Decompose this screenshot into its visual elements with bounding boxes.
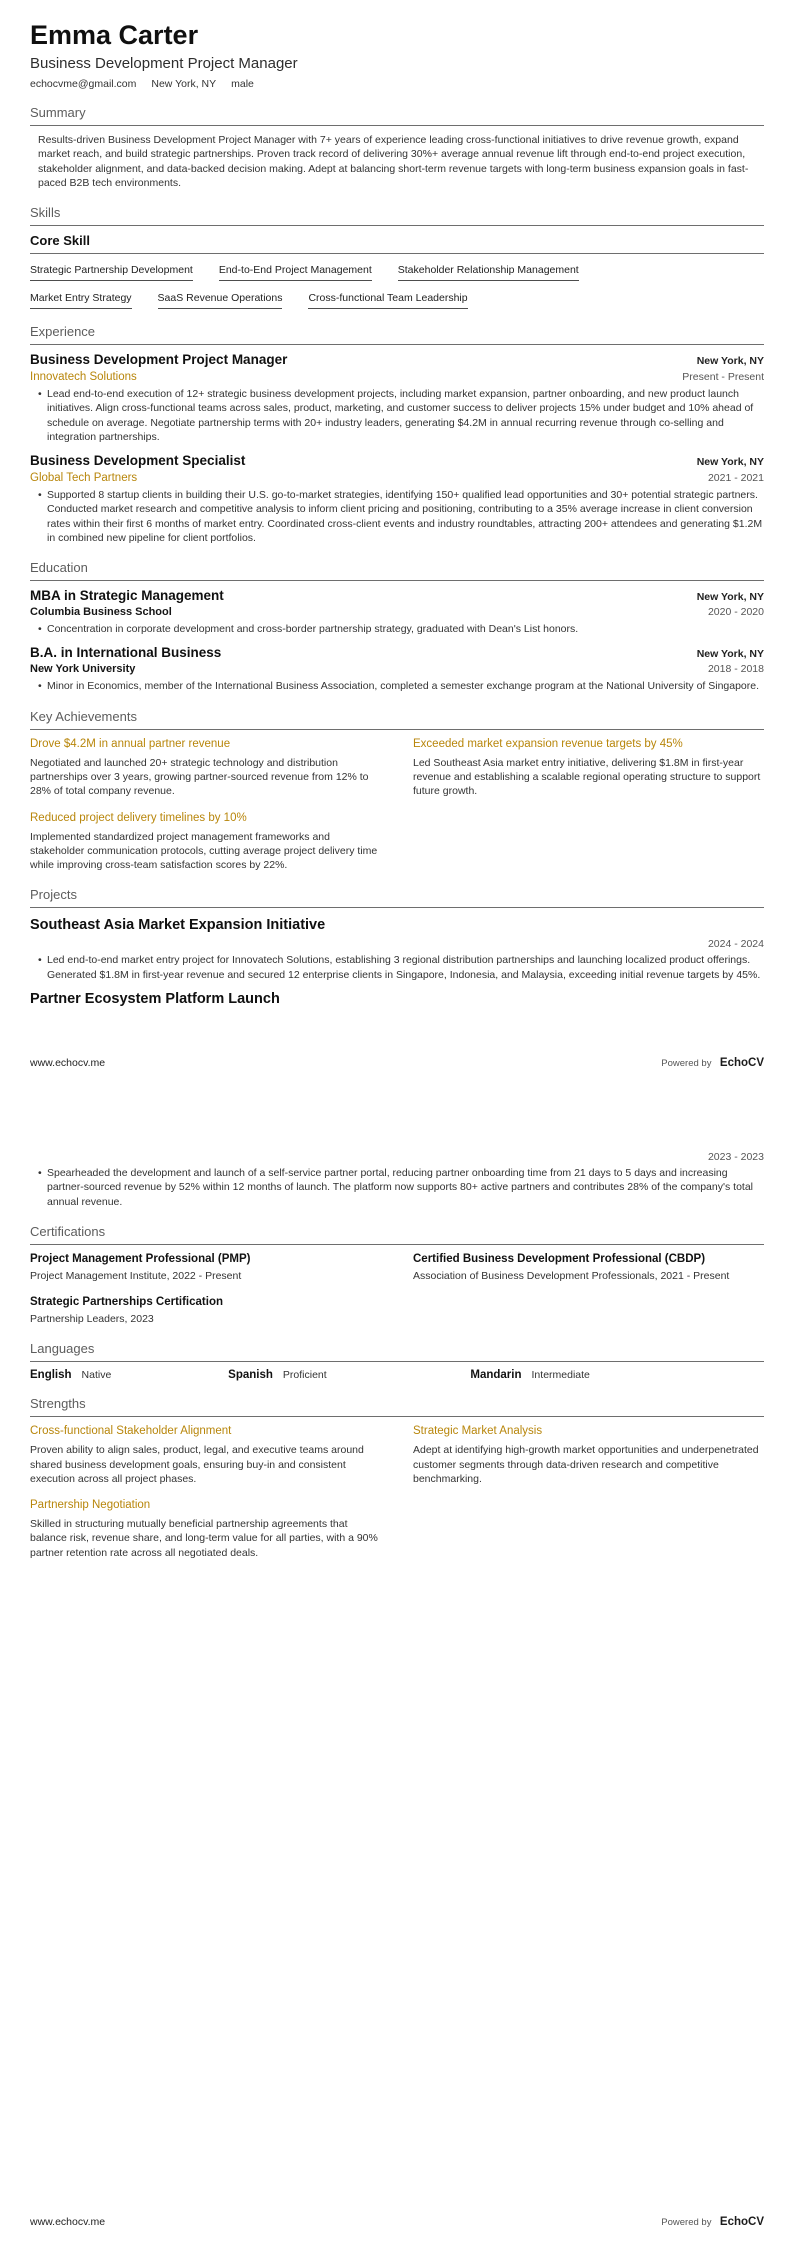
contact-email[interactable]: echocvme@gmail.com: [30, 78, 137, 90]
section-heading-strengths: Strengths: [30, 1395, 764, 1417]
achievement-card: [413, 737, 764, 799]
page-1-content: [0, 0, 794, 1008]
certification-entry: [30, 1295, 381, 1326]
education-location: New York, NY: [696, 591, 764, 604]
project-title: Partner Ecosystem Platform Launch: [30, 990, 280, 1007]
certification-issuer: Project Management Institute, 2022 - Present: [30, 1269, 242, 1282]
project-title: Southeast Asia Market Expansion Initiative: [30, 917, 326, 934]
skill-item: Stakeholder Relationship Management: [398, 264, 579, 281]
education-bullet: • Concentration in corporate development and cross-border partnership strategy, graduated with Dean's List honors.: [47, 622, 764, 636]
contact-gender: male: [231, 78, 254, 90]
skill-item: Strategic Partnership Development: [30, 264, 193, 281]
achievement-title: Exceeded market expansion revenue targets by 45%: [413, 737, 683, 750]
achievement-title: Drove $4.2M in annual partner revenue: [30, 737, 231, 750]
achievement-card: [30, 811, 381, 873]
strength-text: Proven ability to align sales, product, legal, and executive teams around shared business development goals, ensuring buy-in and consistent execution across all project phases.: [30, 1444, 364, 1485]
education-bullet: • Minor in Economics, member of the International Business Association, completed a semester exchange program at the National University of Singapore.: [47, 679, 764, 693]
project-bullet: • Led end-to-end market entry project for Innovatech Solutions, establishing 3 regional distribution partnerships and launching localized product offerings. Generated $1.8M in first-year revenue and secured 12 enterprise clients in Singapore, Indonesia, and Malaysia, exceeding initial revenue targets by 45%.: [47, 953, 764, 982]
project-entry: [30, 991, 764, 1008]
skill-item: SaaS Revenue Operations: [158, 292, 283, 309]
job-title: Business Development Specialist: [30, 453, 246, 469]
skills-section: [30, 204, 764, 309]
job-dates: Present - Present: [682, 371, 764, 384]
footer-url[interactable]: www.echocv.me: [30, 1057, 106, 1069]
person-title: Business Development Project Manager: [30, 55, 298, 72]
skill-group-title: Core Skill: [30, 233, 764, 254]
certification-name: Strategic Partnerships Certification: [30, 1296, 223, 1309]
skills-list: [30, 264, 630, 309]
language-level: Native: [81, 1369, 112, 1382]
section-heading-achievements: Key Achievements: [30, 708, 764, 730]
section-heading-certifications: Certifications: [30, 1223, 764, 1245]
strength-title: Strategic Market Analysis: [413, 1425, 543, 1438]
certification-entry: [413, 1252, 764, 1283]
project-bullet: • Spearheaded the development and launch of a self-service partner portal, reducing partner onboarding time from 21 days to 5 days and increasing partner-sourced revenue by 52% within 12 months of launch. The platform now supports 80+ active partners and contributes 28% of the company's total annual revenue.: [47, 1166, 764, 1209]
language-level: Intermediate: [531, 1369, 590, 1382]
certifications-grid: [30, 1252, 764, 1327]
achievement-text: Led Southeast Asia market entry initiative, delivering $1.8M in first-year revenue and establishing a scalable regional operating structure to support future growth.: [413, 756, 761, 798]
strengths-section: [30, 1395, 764, 1560]
languages-list: [30, 1369, 764, 1381]
page-2-content: [0, 1123, 794, 1560]
language-name: Spanish: [228, 1369, 273, 1382]
language-entry: [30, 1369, 228, 1381]
school-name: Columbia Business School: [30, 606, 172, 619]
project-entry-continuation: [30, 1151, 764, 1209]
strength-text: Adept at identifying high-growth market opportunities and underpenetrated customer segments through data-driven research and competitive benchmarking.: [413, 1444, 759, 1485]
certification-issuer: Partnership Leaders, 2023: [30, 1313, 154, 1326]
strength-card: [30, 1424, 381, 1486]
strength-text: Skilled in structuring mutually beneficial partnership agreements that balance risk, revenue share, and long-term value for all parties, with a 90% partner retention rate across all negotiated deals.: [30, 1518, 378, 1559]
education-entry: [30, 588, 764, 636]
achievement-title: Reduced project delivery timelines by 10%: [30, 811, 247, 824]
education-location: New York, NY: [696, 648, 764, 661]
strength-title: Partnership Negotiation: [30, 1499, 151, 1512]
contact-row: [30, 78, 764, 90]
achievement-text: Implemented standardized project management frameworks and stakeholder communication protocols, cutting average project delivery time while improving cross-team satisfaction scores by 22%.: [30, 830, 378, 872]
job-company: Global Tech Partners: [30, 472, 138, 485]
certification-name: Certified Business Development Professional (CBDP): [413, 1252, 706, 1265]
skill-item: Market Entry Strategy: [30, 292, 132, 309]
achievement-text: Negotiated and launched 20+ strategic technology and distribution partnerships over 3 years, growing partner-sourced revenue from 12% to 28% of total company revenue.: [30, 756, 369, 798]
resume-header: [30, 20, 764, 90]
education-entry: [30, 645, 764, 693]
person-name: Emma Carter: [30, 20, 199, 50]
powered-by-label: Powered by: [661, 2217, 712, 2228]
language-level: Proficient: [282, 1369, 327, 1382]
experience-section: [30, 323, 764, 545]
certifications-section: [30, 1223, 764, 1327]
project-entry: [30, 917, 764, 982]
strength-card: [413, 1424, 764, 1486]
section-heading-projects: Projects: [30, 886, 764, 908]
degree-title: B.A. in International Business: [30, 645, 222, 661]
job-location: New York, NY: [696, 456, 764, 469]
job-title: Business Development Project Manager: [30, 352, 288, 368]
job-entry: [30, 352, 764, 444]
language-entry: [470, 1369, 764, 1381]
section-heading-education: Education: [30, 559, 764, 581]
skill-item: Cross-functional Team Leadership: [308, 292, 467, 309]
contact-location: New York, NY: [151, 78, 217, 90]
degree-title: MBA in Strategic Management: [30, 588, 224, 604]
footer-url[interactable]: www.echocv.me: [30, 2216, 106, 2228]
strength-title: Cross-functional Stakeholder Alignment: [30, 1425, 232, 1438]
language-entry: [228, 1369, 470, 1381]
strength-card: [30, 1498, 381, 1560]
education-section: [30, 559, 764, 694]
section-heading-summary: Summary: [30, 104, 764, 126]
project-dates: 2024 - 2024: [707, 938, 764, 951]
section-heading-skills: Skills: [30, 204, 764, 226]
page-footer: [30, 1053, 764, 1071]
projects-section: [30, 886, 764, 1008]
certification-name: Project Management Professional (PMP): [30, 1252, 251, 1265]
education-dates: 2018 - 2018: [707, 663, 764, 676]
job-dates: 2021 - 2021: [707, 472, 764, 485]
powered-by-label: Powered by: [661, 1058, 712, 1069]
education-dates: 2020 - 2020: [707, 606, 764, 619]
project-dates: 2023 - 2023: [707, 1151, 764, 1163]
certification-entry: [30, 1252, 381, 1283]
job-entry: [30, 453, 764, 545]
languages-section: [30, 1340, 764, 1381]
job-bullet: • Supported 8 startup clients in building their U.S. go-to-market strategies, identifying 150+ qualified lead opportunities and 30+ potential strategic partners. Conducted market research and competitive analysis to inform client pricing and positioning, contributing to a 35% average increase in client conversion rates within their first 6 months of market entry. Coordinated cross-client events and industry roundtables, attracting 200+ attendees and generating $1.2M in combined new pipeline for client portfolios.: [47, 488, 764, 545]
achievements-grid: [30, 737, 764, 873]
summary-section: [30, 104, 764, 190]
language-name: English: [30, 1369, 72, 1382]
job-bullet: • Lead end-to-end execution of 12+ strategic business development projects, including market expansion, partner onboarding, and new product launch initiatives. Align cross-functional teams across sales, product, marketing, and customer success to deliver projects 15% under budget and 10% ahead of schedule on average. Negotiate partnership terms with 20+ industry leaders, generating $4.2M in annual recurring revenue through co-selling and integration partnerships.: [47, 387, 764, 444]
strengths-grid: [30, 1424, 764, 1560]
certification-issuer: Association of Business Development Professionals, 2021 - Present: [413, 1269, 730, 1282]
section-heading-languages: Languages: [30, 1340, 764, 1362]
job-location: New York, NY: [696, 355, 764, 368]
page-2: [0, 1123, 794, 2246]
achievement-card: [30, 737, 381, 799]
brand-name: EchoCV: [719, 2216, 764, 2228]
summary-text: Results-driven Business Development Project Manager with 7+ years of experience leading cross-functional initiatives to drive revenue growth, expand market reach, and build strategic partnerships. Proven track record of delivering 30%+ average annual revenue lift through end-to-end project execution, stakeholder alignment, and data-backed decision making. Adept at balancing short-term revenue targets with long-term business expansion goals in fast-paced B2B tech environments.: [38, 134, 749, 189]
skill-item: End-to-End Project Management: [219, 264, 372, 281]
section-heading-experience: Experience: [30, 323, 764, 345]
school-name: New York University: [30, 663, 136, 676]
brand-name: EchoCV: [719, 1057, 764, 1069]
job-company: Innovatech Solutions: [30, 371, 137, 384]
language-name: Mandarin: [470, 1369, 522, 1382]
page-footer: [30, 2212, 764, 2230]
achievements-section: [30, 708, 764, 873]
